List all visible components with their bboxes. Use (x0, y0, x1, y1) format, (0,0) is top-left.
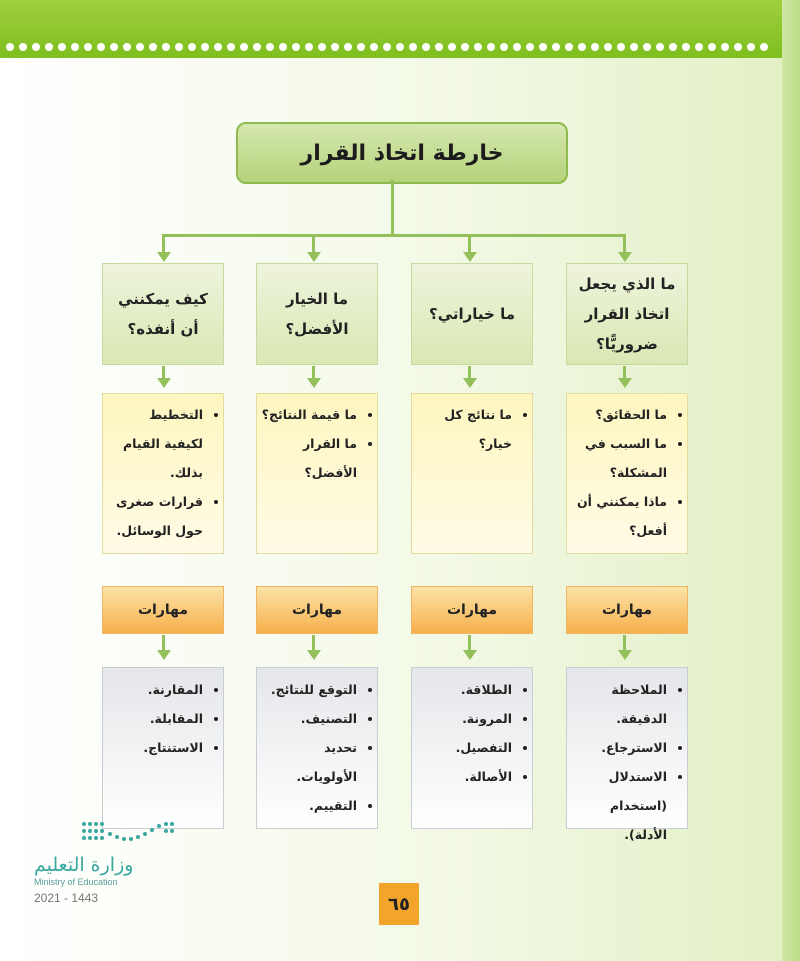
dot (513, 43, 521, 51)
skills-box-3 (256, 667, 378, 829)
dot (656, 43, 664, 51)
dot (708, 43, 716, 51)
dot (565, 43, 573, 51)
skills-header-1 (566, 586, 688, 634)
branch-drop-4 (162, 234, 165, 252)
arrow-stem (468, 635, 471, 650)
arrow-icon (618, 252, 632, 262)
arrow-stem (312, 366, 315, 378)
arrow-icon (157, 252, 171, 262)
arrow-icon (618, 378, 632, 388)
dot (630, 43, 638, 51)
arrow-icon (618, 650, 632, 660)
dot (19, 43, 27, 51)
dot (734, 43, 742, 51)
skill-item: • التفصيل. (416, 733, 512, 762)
dot (331, 43, 339, 51)
arrow-icon (307, 378, 321, 388)
edition-year: 2021 - 1443 (34, 891, 99, 905)
answer-item: • ما القرار الأفضل؟ (261, 429, 357, 487)
dot (162, 43, 170, 51)
skill-item: • الاستدلال (استخدام الأدلة). (571, 762, 667, 849)
skill-item: • الأصالة. (416, 762, 512, 791)
dot (214, 43, 222, 51)
dot (227, 43, 235, 51)
dot (266, 43, 274, 51)
answer-item: • قرارات صغرى حول الوسائل. (107, 487, 203, 545)
arrow-stem (468, 366, 471, 378)
dot (240, 43, 248, 51)
dot (448, 43, 456, 51)
arrow-icon (157, 378, 171, 388)
arrow-icon (307, 252, 321, 262)
dot (526, 43, 534, 51)
question-box-3 (256, 263, 378, 365)
skills-box-2 (411, 667, 533, 829)
answer-item: • ما نتائج كل خيار؟ (416, 400, 512, 458)
dot (695, 43, 703, 51)
arrow-stem (162, 635, 165, 650)
dot (396, 43, 404, 51)
skill-item: • الملاحظة الدقيقة. (571, 675, 667, 733)
ministry-logo-icon (80, 818, 175, 848)
arrow-stem (623, 635, 626, 650)
dot (136, 43, 144, 51)
dot (435, 43, 443, 51)
dot (253, 43, 261, 51)
skill-item: • المرونة. (416, 704, 512, 733)
map-title: خارطة اتخاذ القرار (236, 122, 568, 184)
skill-item: • التوقع للنتائج. (261, 675, 357, 704)
question-text: كيف يمكنني أن أنفذه؟ (118, 290, 208, 338)
answers-box-2 (411, 393, 533, 554)
page-edge-strip (782, 0, 800, 961)
dot (45, 43, 53, 51)
question-box-4 (102, 263, 224, 365)
top-banner (0, 0, 800, 58)
arrow-icon (463, 252, 477, 262)
answer-item: • ماذا يمكنني أن أفعل؟ (571, 487, 667, 545)
dot (58, 43, 66, 51)
dot-border (6, 43, 781, 53)
dot (123, 43, 131, 51)
dot (591, 43, 599, 51)
dot (721, 43, 729, 51)
dot (175, 43, 183, 51)
question-text: ما خياراتي؟ (429, 305, 515, 323)
skills-label: مهارات (137, 602, 189, 618)
skills-header-3 (256, 586, 378, 634)
dot (279, 43, 287, 51)
answers-box-1 (566, 393, 688, 554)
skills-box-1 (566, 667, 688, 842)
answers-box-3 (256, 393, 378, 554)
arrow-stem (623, 366, 626, 378)
dot (6, 43, 14, 51)
dot (552, 43, 560, 51)
dot (97, 43, 105, 51)
answers-box-4 (102, 393, 224, 554)
dot (617, 43, 625, 51)
ministry-name-english: Ministry of Education (34, 877, 118, 887)
arrow-icon (463, 378, 477, 388)
dot (149, 43, 157, 51)
arrow-stem (162, 366, 165, 378)
answer-item: • ما السبب في المشكلة؟ (571, 429, 667, 487)
skills-header-2 (411, 586, 533, 634)
skills-label: مهارات (601, 602, 653, 618)
dot (500, 43, 508, 51)
page-number: ٦٥ (379, 883, 419, 925)
answer-item: • ما قيمة النتائج؟ (261, 400, 357, 429)
arrow-icon (463, 650, 477, 660)
branch-drop-3 (312, 234, 315, 252)
dot (201, 43, 209, 51)
arrow-stem (312, 635, 315, 650)
dot (71, 43, 79, 51)
dot (110, 43, 118, 51)
skill-item: • تحديد الأولويات. (261, 733, 357, 791)
dot (357, 43, 365, 51)
dot (578, 43, 586, 51)
skill-item: • المقارنة. (107, 675, 203, 704)
dot (32, 43, 40, 51)
dot (383, 43, 391, 51)
answer-item: • ما الحقائق؟ (571, 400, 667, 429)
dot (422, 43, 430, 51)
ministry-name-arabic: وزارة التعليم (34, 854, 134, 876)
horizontal-branch (162, 234, 626, 237)
dot (474, 43, 482, 51)
skills-label: مهارات (446, 602, 498, 618)
skills-label: مهارات (291, 602, 343, 618)
answer-item: • التخطيط لكيفية القيام بذلك. (107, 400, 203, 487)
dot (305, 43, 313, 51)
dot (682, 43, 690, 51)
dot (643, 43, 651, 51)
skills-box-4 (102, 667, 224, 829)
dot (461, 43, 469, 51)
skills-header-4 (102, 586, 224, 634)
question-text: ما الذي يجعل اتخاذ القرار ضروريًّا؟ (578, 275, 676, 353)
dot (188, 43, 196, 51)
dot (487, 43, 495, 51)
question-box-1 (566, 263, 688, 365)
dot (409, 43, 417, 51)
dot (747, 43, 755, 51)
arrow-icon (307, 650, 321, 660)
skill-item: • الاستنتاج. (107, 733, 203, 762)
question-text: ما الخيار الأفضل؟ (285, 290, 349, 338)
title-stem (391, 180, 394, 236)
dot (344, 43, 352, 51)
dot (370, 43, 378, 51)
dot (84, 43, 92, 51)
skill-item: • التصنيف. (261, 704, 357, 733)
skill-item: • الطلاقة. (416, 675, 512, 704)
dot (539, 43, 547, 51)
arrow-icon (157, 650, 171, 660)
skill-item: • المقابلة. (107, 704, 203, 733)
branch-drop-1 (623, 234, 626, 252)
dot (760, 43, 768, 51)
dot (292, 43, 300, 51)
question-box-2 (411, 263, 533, 365)
branch-drop-2 (468, 234, 471, 252)
dot (604, 43, 612, 51)
dot (318, 43, 326, 51)
skill-item: • التقييم. (261, 791, 357, 820)
skill-item: • الاسترجاع. (571, 733, 667, 762)
dot (669, 43, 677, 51)
